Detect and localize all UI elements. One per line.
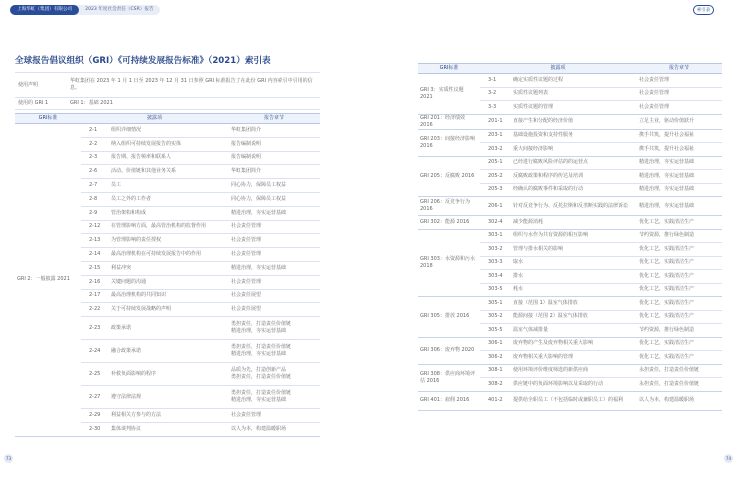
- disclosure-code: 2-8: [81, 192, 108, 206]
- table-row: [418, 297, 722, 311]
- disclosure-item: 管治架构和构成: [108, 206, 228, 220]
- table-row: [15, 124, 320, 138]
- gri-standard-cell: GRI 205：反腐败 2016: [418, 156, 480, 197]
- disclosure-code: 3-3: [480, 101, 510, 115]
- disclosure-code: 205-3: [480, 183, 510, 197]
- disclosure-code: 2-29: [81, 409, 108, 423]
- disclosure-chapter: 精进治理，夯实运营基础: [636, 197, 722, 216]
- disclosure-item: 纳入组织可持续发展报告的实体: [108, 137, 228, 151]
- disclosure-code: 306-1: [480, 337, 510, 351]
- disclosure-item: 利益相关方参与的方法: [108, 409, 228, 423]
- disclosure-code: 2-3: [81, 151, 108, 165]
- disclosure-item: 关于可持续发展战略的声明: [108, 303, 228, 317]
- disclosure-chapter: 报告编制说明: [228, 151, 320, 165]
- disclosure-item: 使用环境评价维度筛选的新供应商: [510, 364, 636, 378]
- disclosure-code: 2-25: [81, 363, 108, 386]
- disclosure-code: 2-15: [81, 261, 108, 275]
- disclosure-code: 3-2: [480, 87, 510, 101]
- disclosure-code: 302-4: [480, 216, 510, 230]
- disclosure-item: 员工之外的工作者: [108, 192, 228, 206]
- disclosure-code: 2-2: [81, 137, 108, 151]
- disclosure-chapter: 勇担责任，打造责任价值链 精进治理，夯实运营基础: [228, 340, 320, 363]
- disclosure-chapter: 永担责任，打造责任价值链: [636, 364, 722, 378]
- disclosure-chapter: 节约资源，推行绿色制造: [636, 324, 722, 338]
- disclosure-item: 经确认的腐败事件和采取的行动: [510, 183, 636, 197]
- disclosure-chapter: 优化工艺，实践清洁生产: [636, 310, 722, 324]
- disclosure-code: 303-3: [480, 256, 510, 270]
- disclosure-code: 2-30: [81, 422, 108, 436]
- disclosure-code: 2-23: [81, 317, 108, 340]
- disclosure-item: 耗水: [510, 283, 636, 297]
- disclosure-chapter: 携手共筑，提升社会福祉: [636, 143, 722, 157]
- disclosure-chapter: 以人为本，构建温暖职场: [228, 422, 320, 436]
- disclosure-code: 306-2: [480, 351, 510, 365]
- table-row: [418, 114, 722, 129]
- gri-standard-cell: GRI 401：雇佣 2016: [418, 391, 480, 410]
- gri-standard-cell: GRI 201：经济绩效 2016: [418, 114, 480, 129]
- disclosure-chapter: 社会责任管理: [228, 275, 320, 289]
- disclosure-item: 针对反竞争行为、反托拉斯和反垄断实践的法律诉讼: [510, 197, 636, 216]
- table-row: [418, 74, 722, 88]
- gri-index-table-right: [418, 63, 722, 411]
- disclosure-item: 管理与排水相关的影响: [510, 243, 636, 257]
- disclosure-chapter: 华虹集团简介: [228, 124, 320, 138]
- disclosure-chapter: 社会责任管理: [636, 74, 722, 88]
- col-header-chapter: 报告章节: [636, 64, 722, 74]
- disclosure-code: 205-1: [480, 156, 510, 170]
- disclosure-item: 供应链中的负面环境影响以及采取的行动: [510, 378, 636, 392]
- disclosure-code: 305-5: [480, 324, 510, 338]
- disclosure-code: 206-1: [480, 197, 510, 216]
- index-button[interactable]: 索引表: [693, 5, 714, 15]
- disclosure-item: 利益冲突: [108, 261, 228, 275]
- disclosure-chapter: 勇担责任，打造责任价值链 精进治理，夯实运营基础: [228, 317, 320, 340]
- gri-standard-cell: GRI 305：排放 2016: [418, 297, 480, 338]
- intro-value: GRI 1：基础 2021: [67, 98, 320, 110]
- intro-table: [15, 72, 320, 110]
- disclosure-item: 融合政策承诺: [108, 340, 228, 363]
- disclosure-item: 报告期、报告频率和联系人: [108, 151, 228, 165]
- gri-standard-cell: GRI 206：反竞争行为 2016: [418, 197, 480, 216]
- disclosure-item: 组织详细情况: [108, 124, 228, 138]
- disclosure-item: 活动、价值链和其他业务关系: [108, 165, 228, 179]
- disclosure-item: 直接（范围 1）温室气体排放: [510, 297, 636, 311]
- disclosure-chapter: 同心协力，保障员工权益: [228, 179, 320, 193]
- disclosure-chapter: 社会责任管理: [228, 220, 320, 234]
- disclosure-code: 303-5: [480, 283, 510, 297]
- disclosure-chapter: 品质为先，打造创新产品 勇担责任，打造责任价值链: [228, 363, 320, 386]
- disclosure-item: 提供给全职员工（不包括临时或兼职员工）的福利: [510, 391, 636, 410]
- disclosure-chapter: 精进治理，夯实运营基础: [636, 156, 722, 170]
- disclosure-code: 2-1: [81, 124, 108, 138]
- disclosure-chapter: 以人为本，构建温暖职场: [636, 391, 722, 410]
- gri-standard-cell: GRI 203：间接经济影响 2016: [418, 129, 480, 156]
- disclosure-item: 排水: [510, 270, 636, 284]
- disclosure-item: 政策承诺: [108, 317, 228, 340]
- table-row: [418, 129, 722, 143]
- disclosure-item: 为管理影响的责任授权: [108, 234, 228, 248]
- page-title: 全球报告倡议组织（GRI）《可持续发展报告标准》（2021）索引表: [15, 56, 271, 66]
- disclosure-chapter: 社会责任管理: [228, 409, 320, 423]
- disclosure-code: 308-1: [480, 364, 510, 378]
- gri-index-table-left: [15, 113, 320, 437]
- disclosure-chapter: 优化工艺，实践清洁生产: [636, 243, 722, 257]
- disclosure-code: 3-1: [480, 74, 510, 88]
- page-number-right: 74: [725, 456, 732, 461]
- disclosure-code: 2-14: [81, 248, 108, 262]
- disclosure-code: 2-24: [81, 340, 108, 363]
- disclosure-code: 2-9: [81, 206, 108, 220]
- disclosure-item: 已经进行腐败风险评估的的运营点: [510, 156, 636, 170]
- disclosure-code: 2-27: [81, 386, 108, 409]
- table-row: [418, 197, 722, 216]
- disclosure-chapter: 永担责任，打造责任价值链: [636, 378, 722, 392]
- disclosure-chapter: 优化工艺，实践清洁生产: [636, 283, 722, 297]
- disclosure-item: 最高治理机构在可持续发展报告中的作用: [108, 248, 228, 262]
- disclosure-code: 2-17: [81, 289, 108, 303]
- disclosure-chapter: 优化工艺，实践清洁生产: [636, 297, 722, 311]
- disclosure-code: 2-7: [81, 179, 108, 193]
- disclosure-chapter: 华虹集团简介: [228, 165, 320, 179]
- disclosure-chapter: 优化工艺，实践清洁生产: [636, 270, 722, 284]
- disclosure-chapter: 勇担责任，打造责任价值链 精进治理，夯实运营基础: [228, 386, 320, 409]
- col-header-disclosure: 披露项: [480, 64, 636, 74]
- disclosure-chapter: 社会责任展望: [228, 303, 320, 317]
- disclosure-chapter: 优化工艺，实践清洁生产: [636, 256, 722, 270]
- disclosure-item: 温室气体减排量: [510, 324, 636, 338]
- report-breadcrumb: [10, 5, 160, 15]
- disclosure-item: 基础设施投资和支持性服务: [510, 129, 636, 143]
- gri-standard-cell: GRI 2：一般披露 2021: [15, 124, 81, 437]
- disclosure-item: 遵守法律法规: [108, 386, 228, 409]
- disclosure-code: 303-2: [480, 243, 510, 257]
- intro-row: [15, 73, 320, 98]
- disclosure-code: 2-13: [81, 234, 108, 248]
- disclosure-code: 308-2: [480, 378, 510, 392]
- gri-standard-cell: GRI 3：实质性议题 2021: [418, 74, 480, 115]
- disclosure-item: 最高治理机构的共同知识: [108, 289, 228, 303]
- disclosure-item: 员工: [108, 179, 228, 193]
- disclosure-chapter: 精进治理，夯实运营基础: [636, 170, 722, 184]
- disclosure-code: 2-22: [81, 303, 108, 317]
- disclosure-chapter: 携手共筑，提升社会福祉: [636, 129, 722, 143]
- table-row: [418, 391, 722, 410]
- disclosure-code: 303-4: [480, 270, 510, 284]
- disclosure-item: 确定实质性议题的过程: [510, 74, 636, 88]
- disclosure-item: 实质性议题列表: [510, 87, 636, 101]
- disclosure-code: 401-2: [480, 391, 510, 410]
- company-pill: 上海华虹（集团）有限公司: [10, 5, 79, 15]
- disclosure-chapter: 精进治理，夯实运营基础: [228, 261, 320, 275]
- col-header-standard: GRI标准: [15, 114, 81, 124]
- disclosure-item: 减少能源消耗: [510, 216, 636, 230]
- disclosure-item: 直接产生和分配的经济价值: [510, 114, 636, 129]
- disclosure-code: 205-2: [480, 170, 510, 184]
- disclosure-chapter: 节约资源，推行绿色制造: [636, 229, 722, 243]
- disclosure-item: 组织与水作为共有资源的相互影响: [510, 229, 636, 243]
- disclosure-code: 303-1: [480, 229, 510, 243]
- disclosure-chapter: 社会责任管理: [228, 234, 320, 248]
- disclosure-chapter: 精进治理，夯实运营基础: [228, 206, 320, 220]
- disclosure-item: 废弃物的产生及废弃物相关重大影响: [510, 337, 636, 351]
- disclosure-chapter: 精进治理，夯实运营基础: [636, 183, 722, 197]
- disclosure-chapter: 优化工艺，实践清洁生产: [636, 351, 722, 365]
- gri-standard-cell: GRI 308：供应商环境评估 2016: [418, 364, 480, 391]
- col-header-chapter: 报告章节: [228, 114, 320, 124]
- disclosure-code: 203-2: [480, 143, 510, 157]
- disclosure-code: 203-1: [480, 129, 510, 143]
- table-row: [418, 216, 722, 230]
- gri-standard-cell: GRI 306：废弃物 2020: [418, 337, 480, 364]
- disclosure-item: 在管理影响方面，最高管治机构的监督作用: [108, 220, 228, 234]
- disclosure-item: 能源间接（范围 2）温室气体排放: [510, 310, 636, 324]
- report-pill: 2023 年度社会责任（CSR）报告: [85, 7, 154, 12]
- disclosure-chapter: 社会责任管理: [636, 87, 722, 101]
- col-header-disclosure: 披露项: [81, 114, 228, 124]
- disclosure-chapter: 优化工艺，实践清洁生产: [636, 337, 722, 351]
- intro-row: [15, 98, 320, 110]
- gri-standard-cell: GRI 302：能源 2016: [418, 216, 480, 230]
- disclosure-item: 实质性议题的管理: [510, 101, 636, 115]
- disclosure-chapter: 社会责任展望: [228, 289, 320, 303]
- disclosure-code: 305-1: [480, 297, 510, 311]
- disclosure-item: 关键问题的沟通: [108, 275, 228, 289]
- disclosure-code: 2-16: [81, 275, 108, 289]
- page-number-left: 73: [5, 456, 12, 461]
- disclosure-code: 201-1: [480, 114, 510, 129]
- disclosure-chapter: 报告编制说明: [228, 137, 320, 151]
- disclosure-code: 305-2: [480, 310, 510, 324]
- disclosure-code: 2-12: [81, 220, 108, 234]
- table-row: [418, 364, 722, 378]
- disclosure-chapter: 社会责任管理: [228, 248, 320, 262]
- disclosure-item: 重大间接经济影响: [510, 143, 636, 157]
- disclosure-chapter: 立足主业，驱动价值跃升: [636, 114, 722, 129]
- disclosure-item: 反腐败政策和程序的传达及培训: [510, 170, 636, 184]
- disclosure-item: 取水: [510, 256, 636, 270]
- table-row: [418, 156, 722, 170]
- gri-standard-cell: GRI 303：水资源和污水 2018: [418, 229, 480, 297]
- disclosure-item: 废弃物相关重大影响的管理: [510, 351, 636, 365]
- disclosure-chapter: 优化工艺，实践清洁生产: [636, 216, 722, 230]
- table-row: [418, 229, 722, 243]
- intro-label: 使用的 GRI 1: [15, 98, 67, 110]
- disclosure-chapter: 同心协力，保障员工权益: [228, 192, 320, 206]
- intro-label: 使用声明: [15, 73, 67, 98]
- intro-value: 华虹集团在 2023 年 1 月 1 日至 2023 年 12 月 31 日参照 GRI 标准报告了在此份 GRI 内容索引中引用的信息。: [67, 73, 320, 98]
- disclosure-item: 补救负面影响的程序: [108, 363, 228, 386]
- disclosure-chapter: 社会责任管理: [636, 101, 722, 115]
- table-row: [418, 337, 722, 351]
- col-header-standard: GRI标准: [418, 64, 480, 74]
- disclosure-code: 2-6: [81, 165, 108, 179]
- disclosure-item: 集体谈判协议: [108, 422, 228, 436]
